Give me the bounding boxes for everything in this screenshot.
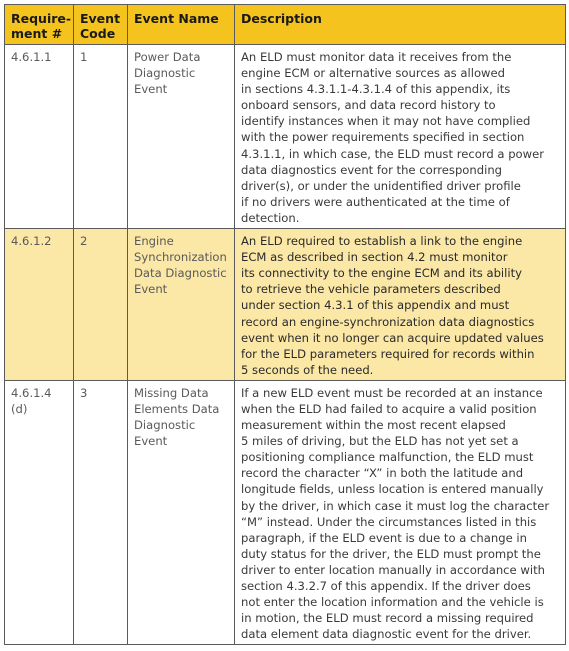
description-line: 5 miles of driving, but the ELD has not yet set a: [241, 434, 519, 449]
description-line: section 4.3.2.7 of this appendix. If the driver does: [241, 579, 531, 593]
description-line: identify instances when it may not have complied: [241, 114, 531, 129]
diagnostic-events-table-container: [4, 4, 565, 645]
description-line: duty status for the driver, the ELD must prompt the: [241, 546, 541, 561]
description-line: with the power requirements specified in section: [241, 130, 525, 145]
description-line: “M” instead. Under the circumstances listed in this: [241, 514, 537, 529]
description-line: under section 4.3.1 of this appendix and must: [241, 298, 510, 313]
description-cell: [235, 380, 566, 645]
description-line: in motion, the ELD must record a missing required: [241, 611, 534, 626]
table-row: [5, 229, 566, 381]
event-code-cell: 2: [74, 229, 128, 381]
event-name-cell: Missing Data Elements Data Diagnostic Event: [128, 380, 235, 645]
description-line: for the ELD parameters required for records within: [241, 346, 535, 361]
event-code-cell: 1: [74, 45, 128, 229]
event-name-cell: Power Data Diagnostic Event: [128, 45, 235, 229]
description-line: data element data diagnostic event for the driver.: [241, 627, 532, 642]
description-line: 4.3.1.1, in which case, the ELD must record a power: [241, 146, 545, 161]
header-requirement: Require-ment #: [5, 5, 74, 45]
description-line: its connectivity to the engine ECM and its ability: [241, 266, 523, 281]
requirement-cell: 4.6.1.1: [5, 45, 74, 229]
description-line: when the ELD had failed to acquire a valid position: [241, 401, 537, 416]
description-line: driver(s), or under the unidentified driver profile: [241, 178, 521, 193]
description-cell: [235, 229, 566, 381]
table-row: [5, 45, 566, 229]
description-line: positioning compliance malfunction, the ELD must: [241, 450, 534, 465]
description-line: ECM as described in section 4.2 must monitor: [241, 250, 508, 265]
description-line: to retrieve the vehicle parameters described: [241, 282, 501, 297]
description-line: record an engine-synchronization data diagnostics: [241, 314, 535, 329]
description-line: data diagnostics event for the corresponding: [241, 162, 503, 177]
description-line: detection.: [241, 210, 300, 225]
description-cell: [235, 45, 566, 229]
description-line: onboard sensors, and data record history to: [241, 98, 496, 113]
header-event-name: Event Name: [128, 5, 235, 45]
description-line: record the character “X” in both the latitude and: [241, 466, 524, 481]
description-line: 5 seconds of the need.: [241, 362, 374, 377]
description-line: if no drivers were authenticated at the time of: [241, 194, 510, 209]
description-line: in sections 4.3.1.1-4.3.1.4 of this appendix, its: [241, 82, 511, 97]
requirement-cell: 4.6.1.4 (d): [5, 380, 74, 645]
description-line: longitude fields, unless location is entered manually: [241, 482, 544, 497]
description-line: An ELD required to establish a link to the engine: [241, 234, 523, 249]
header-description: Description: [235, 5, 566, 45]
event-code-cell: 3: [74, 380, 128, 645]
description-line: measurement within the most recent elapsed: [241, 418, 506, 433]
description-line: event when it no longer can acquire updated values: [241, 330, 544, 345]
description-line: not enter the location information and the vehicle is: [241, 595, 544, 610]
requirement-cell: 4.6.1.2: [5, 229, 74, 381]
header-event-code: Event Code: [74, 5, 128, 45]
table-row: [5, 380, 566, 645]
table-header-row: [5, 5, 566, 45]
description-line: engine ECM or alternative sources as allowed: [241, 66, 506, 81]
description-line: paragraph, if the ELD event is due to a change in: [241, 530, 527, 545]
description-line: If a new ELD event must be recorded at an instance: [241, 385, 543, 400]
diagnostic-events-table: [4, 4, 566, 645]
description-line: by the driver, in which case it must log the character: [241, 498, 550, 513]
description-line: driver to enter location manually in accordance with: [241, 562, 545, 577]
description-line: An ELD must monitor data it receives from the: [241, 50, 512, 64]
event-name-cell: Engine Synchronization Data Diagnostic Event: [128, 229, 235, 381]
